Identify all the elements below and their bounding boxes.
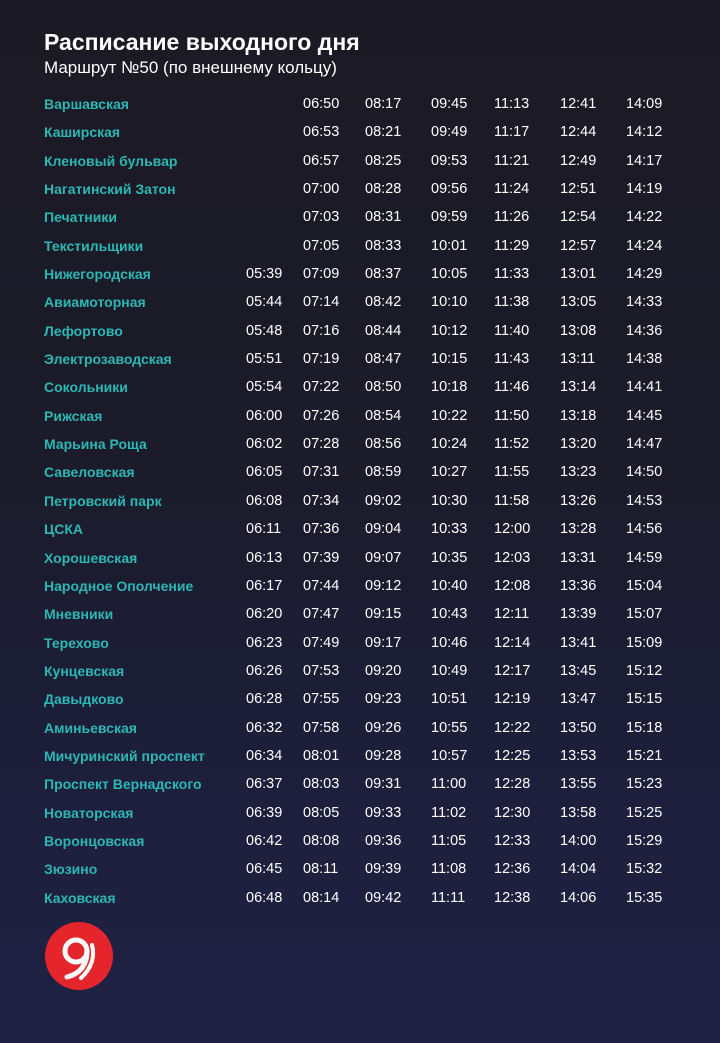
departure-time: 06:39 (246, 804, 283, 821)
departure-time: 07:05 (303, 237, 340, 254)
departure-time: 14:36 (626, 322, 663, 339)
departure-time: 14:53 (626, 492, 663, 509)
departure-time: 07:16 (303, 322, 340, 339)
departure-time: 11:11 (431, 889, 466, 906)
table-row (0, 118, 720, 146)
departure-time: 09:39 (365, 861, 402, 878)
table-row (0, 232, 720, 260)
departure-time: 13:45 (560, 662, 597, 679)
schedule-table (0, 90, 720, 912)
departure-time: 12:00 (494, 521, 531, 538)
station-name: Каширская (44, 124, 121, 141)
departure-time: 11:40 (494, 322, 530, 339)
station-name: Рижская (44, 407, 103, 424)
departure-time: 13:39 (560, 606, 597, 623)
departure-time: 06:13 (246, 549, 283, 566)
departure-time: 13:50 (560, 719, 597, 736)
table-row (0, 629, 720, 657)
departure-time: 15:29 (626, 832, 663, 849)
station-name: Народное Ополчение (44, 577, 194, 594)
departure-time: 08:28 (365, 181, 402, 198)
departure-time: 09:56 (431, 181, 468, 198)
departure-time: 13:01 (560, 266, 597, 283)
departure-time: 08:01 (303, 747, 340, 764)
station-name: Кунцевская (44, 662, 125, 679)
departure-time: 15:21 (626, 747, 663, 764)
table-row (0, 458, 720, 486)
departure-time: 05:48 (246, 322, 283, 339)
departure-time: 12:22 (494, 719, 531, 736)
departure-time: 06:57 (303, 152, 340, 169)
departure-time: 10:55 (431, 719, 468, 736)
departure-time: 07:39 (303, 549, 340, 566)
departure-time: 06:37 (246, 776, 283, 793)
departure-time: 07:26 (303, 407, 340, 424)
departure-time: 11:38 (494, 294, 530, 311)
departure-time: 13:14 (560, 379, 597, 396)
departure-time: 13:11 (560, 351, 596, 368)
departure-time: 08:08 (303, 832, 340, 849)
departure-time: 09:04 (365, 521, 402, 538)
table-row (0, 175, 720, 203)
departure-time: 10:24 (431, 436, 468, 453)
table-row (0, 827, 720, 855)
departure-time: 11:00 (431, 776, 467, 793)
departure-time: 08:21 (365, 124, 402, 141)
departure-time: 10:05 (431, 266, 468, 283)
station-name: Электрозаводская (44, 351, 172, 368)
departure-time: 14:12 (626, 124, 663, 141)
station-name: Лефортово (44, 322, 123, 339)
departure-time: 11:24 (494, 181, 530, 198)
departure-time: 14:45 (626, 407, 663, 424)
departure-time: 09:26 (365, 719, 402, 736)
departure-time: 12:17 (494, 662, 531, 679)
station-name: Кленовый бульвар (44, 152, 178, 169)
departure-time: 13:31 (560, 549, 597, 566)
departure-time: 14:29 (626, 266, 663, 283)
departure-time: 11:02 (431, 804, 467, 821)
departure-time: 10:10 (431, 294, 468, 311)
departure-time: 10:15 (431, 351, 468, 368)
departure-time: 12:38 (494, 889, 531, 906)
departure-time: 14:33 (626, 294, 663, 311)
departure-time: 14:04 (560, 861, 597, 878)
station-name: Варшавская (44, 96, 129, 112)
station-name: Текстильщики (44, 237, 144, 254)
station-name: Мневники (44, 606, 114, 623)
logo-glyph (45, 922, 113, 990)
departure-time: 09:28 (365, 747, 402, 764)
departure-time: 11:26 (494, 209, 530, 226)
departure-time: 12:25 (494, 747, 531, 764)
table-row (0, 855, 720, 883)
departure-time: 11:52 (494, 436, 530, 453)
departure-time: 06:28 (246, 691, 283, 708)
departure-time: 14:47 (626, 436, 663, 453)
departure-time: 10:30 (431, 492, 468, 509)
departure-time: 08:54 (365, 407, 402, 424)
departure-time: 07:49 (303, 634, 340, 651)
departure-time: 11:58 (494, 492, 530, 509)
departure-time: 12:28 (494, 776, 531, 793)
table-row (0, 203, 720, 231)
table-row (0, 685, 720, 713)
departure-time: 06:34 (246, 747, 283, 764)
departure-time: 09:07 (365, 549, 402, 566)
departure-time: 06:26 (246, 662, 283, 679)
station-name: Воронцовская (44, 832, 145, 849)
departure-time: 09:42 (365, 889, 402, 906)
departure-time: 13:23 (560, 464, 597, 481)
departure-time: 06:11 (246, 521, 282, 538)
departure-time: 08:14 (303, 889, 340, 906)
moscow-transport-logo-icon (45, 922, 113, 990)
departure-time: 13:55 (560, 776, 597, 793)
departure-time: 08:59 (365, 464, 402, 481)
departure-time: 09:59 (431, 209, 468, 226)
departure-time: 12:08 (494, 577, 531, 594)
table-row (0, 600, 720, 628)
departure-time: 15:12 (626, 662, 663, 679)
departure-time: 13:05 (560, 294, 597, 311)
station-name: Марьина Роща (44, 436, 147, 453)
departure-time: 14:00 (560, 832, 597, 849)
station-name: Мичуринский проспект (44, 747, 205, 764)
departure-time: 07:09 (303, 266, 340, 283)
departure-time: 12:54 (560, 209, 597, 226)
station-name: Печатники (44, 209, 117, 226)
page-title: Расписание выходного дня (44, 29, 360, 55)
departure-time: 13:53 (560, 747, 597, 764)
departure-time: 08:50 (365, 379, 402, 396)
departure-time: 07:31 (303, 464, 340, 481)
departure-time: 12:14 (494, 634, 531, 651)
station-name: Новаторская (44, 804, 134, 821)
departure-time: 10:40 (431, 577, 468, 594)
departure-time: 11:43 (494, 351, 530, 368)
departure-time: 14:06 (560, 889, 597, 906)
departure-time: 07:55 (303, 691, 340, 708)
departure-time: 09:53 (431, 152, 468, 169)
departure-time: 06:00 (246, 407, 283, 424)
table-row (0, 402, 720, 430)
departure-time: 09:33 (365, 804, 402, 821)
departure-time: 14:09 (626, 96, 663, 112)
departure-time: 15:35 (626, 889, 663, 906)
departure-time: 15:18 (626, 719, 663, 736)
departure-time: 08:33 (365, 237, 402, 254)
departure-time: 07:19 (303, 351, 340, 368)
departure-time: 07:53 (303, 662, 340, 679)
station-name: Сокольники (44, 379, 128, 396)
departure-time: 08:17 (365, 96, 402, 112)
departure-time: 08:25 (365, 152, 402, 169)
departure-time: 06:50 (303, 96, 340, 112)
departure-time: 08:11 (303, 861, 339, 878)
table-row (0, 572, 720, 600)
table-row (0, 714, 720, 742)
station-name: ЦСКА (44, 521, 83, 538)
departure-time: 07:14 (303, 294, 340, 311)
table-row (0, 317, 720, 345)
departure-time: 07:22 (303, 379, 340, 396)
departure-time: 09:49 (431, 124, 468, 141)
departure-time: 11:05 (431, 832, 467, 849)
page-header (44, 28, 360, 79)
departure-time: 12:51 (560, 181, 597, 198)
departure-time: 07:34 (303, 492, 340, 509)
departure-time: 10:51 (431, 691, 468, 708)
departure-time: 10:43 (431, 606, 468, 623)
departure-time: 08:37 (365, 266, 402, 283)
departure-time: 14:38 (626, 351, 663, 368)
table-row (0, 770, 720, 798)
departure-time: 13:08 (560, 322, 597, 339)
departure-time: 15:15 (626, 691, 663, 708)
table-row (0, 147, 720, 175)
departure-time: 14:24 (626, 237, 663, 254)
departure-time: 07:28 (303, 436, 340, 453)
station-name: Проспект Вернадского (44, 776, 202, 793)
departure-time: 06:20 (246, 606, 283, 623)
departure-time: 07:58 (303, 719, 340, 736)
station-name: Терехово (44, 634, 109, 651)
table-row (0, 799, 720, 827)
departure-time: 11:46 (494, 379, 530, 396)
departure-time: 07:00 (303, 181, 340, 198)
departure-time: 06:17 (246, 577, 283, 594)
departure-time: 11:08 (431, 861, 467, 878)
departure-time: 07:44 (303, 577, 340, 594)
departure-time: 08:44 (365, 322, 402, 339)
route-subtitle: Маршрут №50 (по внешнему кольцу) (44, 58, 337, 77)
departure-time: 11:21 (494, 152, 530, 169)
departure-time: 12:44 (560, 124, 597, 141)
departure-time: 12:36 (494, 861, 531, 878)
departure-time: 09:45 (431, 96, 468, 112)
departure-time: 14:59 (626, 549, 663, 566)
station-name: Аминьевская (44, 719, 137, 736)
departure-time: 14:22 (626, 209, 663, 226)
departure-time: 08:56 (365, 436, 402, 453)
departure-time: 12:57 (560, 237, 597, 254)
departure-time: 09:15 (365, 606, 402, 623)
departure-time: 10:33 (431, 521, 468, 538)
departure-time: 15:23 (626, 776, 663, 793)
departure-time: 10:18 (431, 379, 468, 396)
table-row (0, 884, 720, 912)
departure-time: 15:32 (626, 861, 663, 878)
departure-time: 11:13 (494, 96, 530, 112)
departure-time: 13:28 (560, 521, 597, 538)
departure-time: 06:53 (303, 124, 340, 141)
table-row (0, 742, 720, 770)
departure-time: 13:36 (560, 577, 597, 594)
table-row (0, 345, 720, 373)
table-row (0, 657, 720, 685)
departure-time: 09:23 (365, 691, 402, 708)
departure-time: 06:23 (246, 634, 283, 651)
departure-time: 10:49 (431, 662, 468, 679)
station-name: Зюзино (44, 861, 98, 878)
station-name: Давыдково (44, 691, 124, 708)
table-row (0, 544, 720, 572)
departure-time: 13:18 (560, 407, 597, 424)
departure-time: 14:17 (626, 152, 663, 169)
departure-time: 10:27 (431, 464, 468, 481)
departure-time: 11:55 (494, 464, 530, 481)
departure-time: 15:25 (626, 804, 663, 821)
departure-time: 11:50 (494, 407, 530, 424)
table-row (0, 260, 720, 288)
departure-time: 09:20 (365, 662, 402, 679)
station-name: Каховская (44, 889, 116, 906)
departure-time: 13:58 (560, 804, 597, 821)
departure-time: 10:22 (431, 407, 468, 424)
departure-time: 08:47 (365, 351, 402, 368)
departure-time: 08:42 (365, 294, 402, 311)
departure-time: 14:41 (626, 379, 663, 396)
station-name: Авиамоторная (44, 294, 146, 311)
departure-time: 05:44 (246, 294, 283, 311)
departure-time: 14:19 (626, 181, 663, 198)
departure-time: 08:31 (365, 209, 402, 226)
station-name: Хорошевская (44, 549, 138, 566)
departure-time: 08:03 (303, 776, 340, 793)
departure-time: 05:54 (246, 379, 283, 396)
departure-time: 07:47 (303, 606, 340, 623)
departure-time: 11:17 (494, 124, 530, 141)
departure-time: 06:32 (246, 719, 283, 736)
table-row (0, 515, 720, 543)
departure-time: 15:07 (626, 606, 663, 623)
departure-time: 12:11 (494, 606, 530, 623)
table-row (0, 430, 720, 458)
departure-time: 06:05 (246, 464, 283, 481)
departure-time: 05:51 (246, 351, 283, 368)
departure-time: 12:33 (494, 832, 531, 849)
departure-time: 15:04 (626, 577, 663, 594)
station-name: Петровский парк (44, 492, 162, 509)
departure-time: 13:41 (560, 634, 597, 651)
departure-time: 14:56 (626, 521, 663, 538)
table-row (0, 373, 720, 401)
departure-time: 06:08 (246, 492, 283, 509)
departure-time: 10:01 (431, 237, 468, 254)
departure-time: 10:57 (431, 747, 468, 764)
table-row (0, 487, 720, 515)
departure-time: 10:46 (431, 634, 468, 651)
departure-time: 06:42 (246, 832, 283, 849)
departure-time: 13:20 (560, 436, 597, 453)
departure-time: 12:19 (494, 691, 531, 708)
departure-time: 11:33 (494, 266, 530, 283)
station-name: Нагатинский Затон (44, 181, 176, 198)
departure-time: 06:02 (246, 436, 283, 453)
departure-time: 08:05 (303, 804, 340, 821)
table-row (0, 288, 720, 316)
station-name: Савеловская (44, 464, 135, 481)
departure-time: 06:48 (246, 889, 283, 906)
departure-time: 13:26 (560, 492, 597, 509)
departure-time: 11:29 (494, 237, 530, 254)
departure-time: 09:31 (365, 776, 402, 793)
departure-time: 12:49 (560, 152, 597, 169)
departure-time: 09:12 (365, 577, 402, 594)
departure-time: 12:03 (494, 549, 531, 566)
departure-time: 07:03 (303, 209, 340, 226)
departure-time: 13:47 (560, 691, 597, 708)
departure-time: 10:12 (431, 322, 468, 339)
station-name: Нижегородская (44, 266, 151, 283)
departure-time: 14:50 (626, 464, 663, 481)
departure-time: 05:39 (246, 266, 283, 283)
departure-time: 09:36 (365, 832, 402, 849)
departure-time: 09:02 (365, 492, 402, 509)
departure-time: 07:36 (303, 521, 340, 538)
table-row (0, 90, 720, 118)
departure-time: 10:35 (431, 549, 468, 566)
departure-time: 06:45 (246, 861, 283, 878)
departure-time: 12:41 (560, 96, 597, 112)
departure-time: 09:17 (365, 634, 402, 651)
departure-time: 15:09 (626, 634, 663, 651)
departure-time: 12:30 (494, 804, 531, 821)
